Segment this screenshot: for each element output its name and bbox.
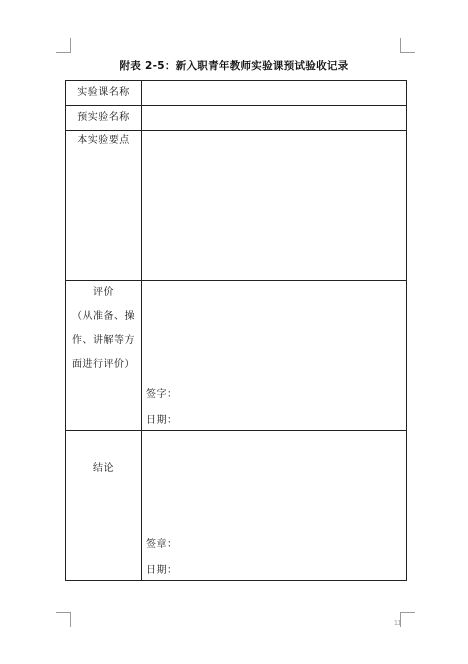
table-row-key-points: [66, 131, 407, 281]
crop-mark-top-left: [56, 38, 71, 53]
conclusion-date-label: 日期：: [146, 565, 178, 576]
crop-mark-bottom-right: [400, 612, 415, 627]
table-row-course-name: [66, 81, 407, 106]
acceptance-record-table: [65, 80, 407, 581]
evaluation-label-line3: 作、讲解等方: [72, 335, 135, 346]
conclusion-field[interactable]: [142, 431, 407, 581]
pretest-name-label: 预实验名称: [66, 106, 142, 131]
document-title: 附表 2-5：新入职青年教师实验课预试验收记录: [119, 60, 349, 72]
conclusion-label: 结论: [66, 431, 142, 581]
course-name-field[interactable]: [142, 81, 407, 106]
course-name-label: 实验课名称: [66, 81, 142, 106]
crop-mark-bottom-left: [56, 612, 71, 627]
key-points-label: 本实验要点: [66, 131, 142, 281]
evaluation-label: [66, 281, 142, 431]
crop-mark-top-right: [400, 38, 415, 53]
evaluation-label-line4: 面进行评价）: [72, 359, 135, 370]
key-points-field[interactable]: [142, 131, 407, 281]
conclusion-seal-label: 签章：: [146, 539, 178, 550]
table-row-evaluation: [66, 281, 407, 431]
evaluation-signature-label: 签字：: [146, 389, 178, 400]
page-number: 11: [394, 620, 402, 627]
table-row-pretest-name: [66, 106, 407, 131]
evaluation-field[interactable]: [142, 281, 407, 431]
evaluation-label-line1: 评价: [93, 287, 114, 298]
evaluation-label-line2: （从准备、操: [72, 311, 135, 322]
pretest-name-field[interactable]: [142, 106, 407, 131]
evaluation-date-label: 日期：: [146, 415, 178, 426]
table-row-conclusion: [66, 431, 407, 581]
